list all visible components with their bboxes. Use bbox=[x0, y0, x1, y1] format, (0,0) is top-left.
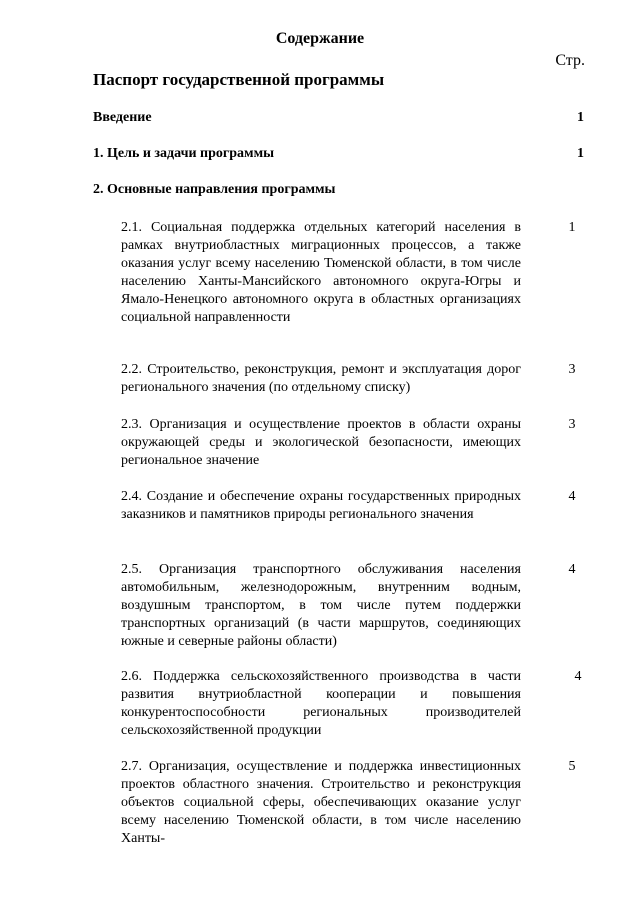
toc-entry-page: 5 bbox=[568, 759, 576, 774]
toc-item-label: 1. Цель и задачи программы bbox=[93, 146, 275, 161]
toc-item-page: 1 bbox=[577, 110, 584, 125]
toc-entry-page: 3 bbox=[568, 417, 576, 432]
toc-entry-page: 1 bbox=[568, 220, 576, 235]
toc-item-label: Введение bbox=[93, 110, 152, 125]
toc-entry-2-7: 2.7. Организация, осуществление и поддержка инвестиционных проектов областного значения. Строительство и реконструкция объектов социальной сферы, обеспечивающих оказание услуг всему населению Тюменской области, в том числе населению Ханты- bbox=[121, 759, 521, 846]
toc-entry-2-1: 2.1. Социальная поддержка отдельных категорий населения в рамках внутриобластных миграционных процессов, а также оказания услуг всему населению Тюменской области, в том числе населению Ханты-Мансийского автономного округа-Югры и Ямало-Ненецкого автономного округа в областных организациях социальной направленности bbox=[121, 220, 521, 325]
toc-entry-2-5: 2.5. Организация транспортного обслуживания населения автомобильным, железнодорожным, внутренним водным, воздушным транспортом, в том числе путем поддержки транспортных организаций (в части маршрутов, соединяющих южные и северные районы области) bbox=[121, 562, 521, 649]
toc-entry-page: 4 bbox=[568, 562, 576, 577]
toc-item-page: 1 bbox=[577, 146, 584, 161]
toc-entry-2-6: 2.6. Поддержка сельскохозяйственного производства в части развития внутриобластной кооперации и повышения конкурентоспособности региональных производителей сельскохозяйственной продукции bbox=[121, 669, 521, 738]
toc-entry-page: 4 bbox=[568, 489, 576, 504]
toc-item-label: 2. Основные направления программы bbox=[93, 182, 336, 197]
toc-entry-2-4: 2.4. Создание и обеспечение охраны государственных природных заказников и памятников природы регионального значения bbox=[121, 489, 521, 522]
toc-entry-page: 4 bbox=[574, 669, 582, 684]
page-column-header: Стр. bbox=[555, 52, 585, 69]
section-title: Паспорт государственной программы bbox=[93, 70, 385, 89]
toc-title: Содержание bbox=[275, 30, 365, 47]
toc-entry-page: 3 bbox=[568, 362, 576, 377]
toc-entry-2-2: 2.2. Строительство, реконструкция, ремонт и эксплуатация дорог регионального значения (по отдельному списку) bbox=[121, 362, 521, 395]
toc-entry-2-3: 2.3. Организация и осуществление проектов в области охраны окружающей среды и экологической безопасности, имеющих региональное значение bbox=[121, 417, 521, 468]
